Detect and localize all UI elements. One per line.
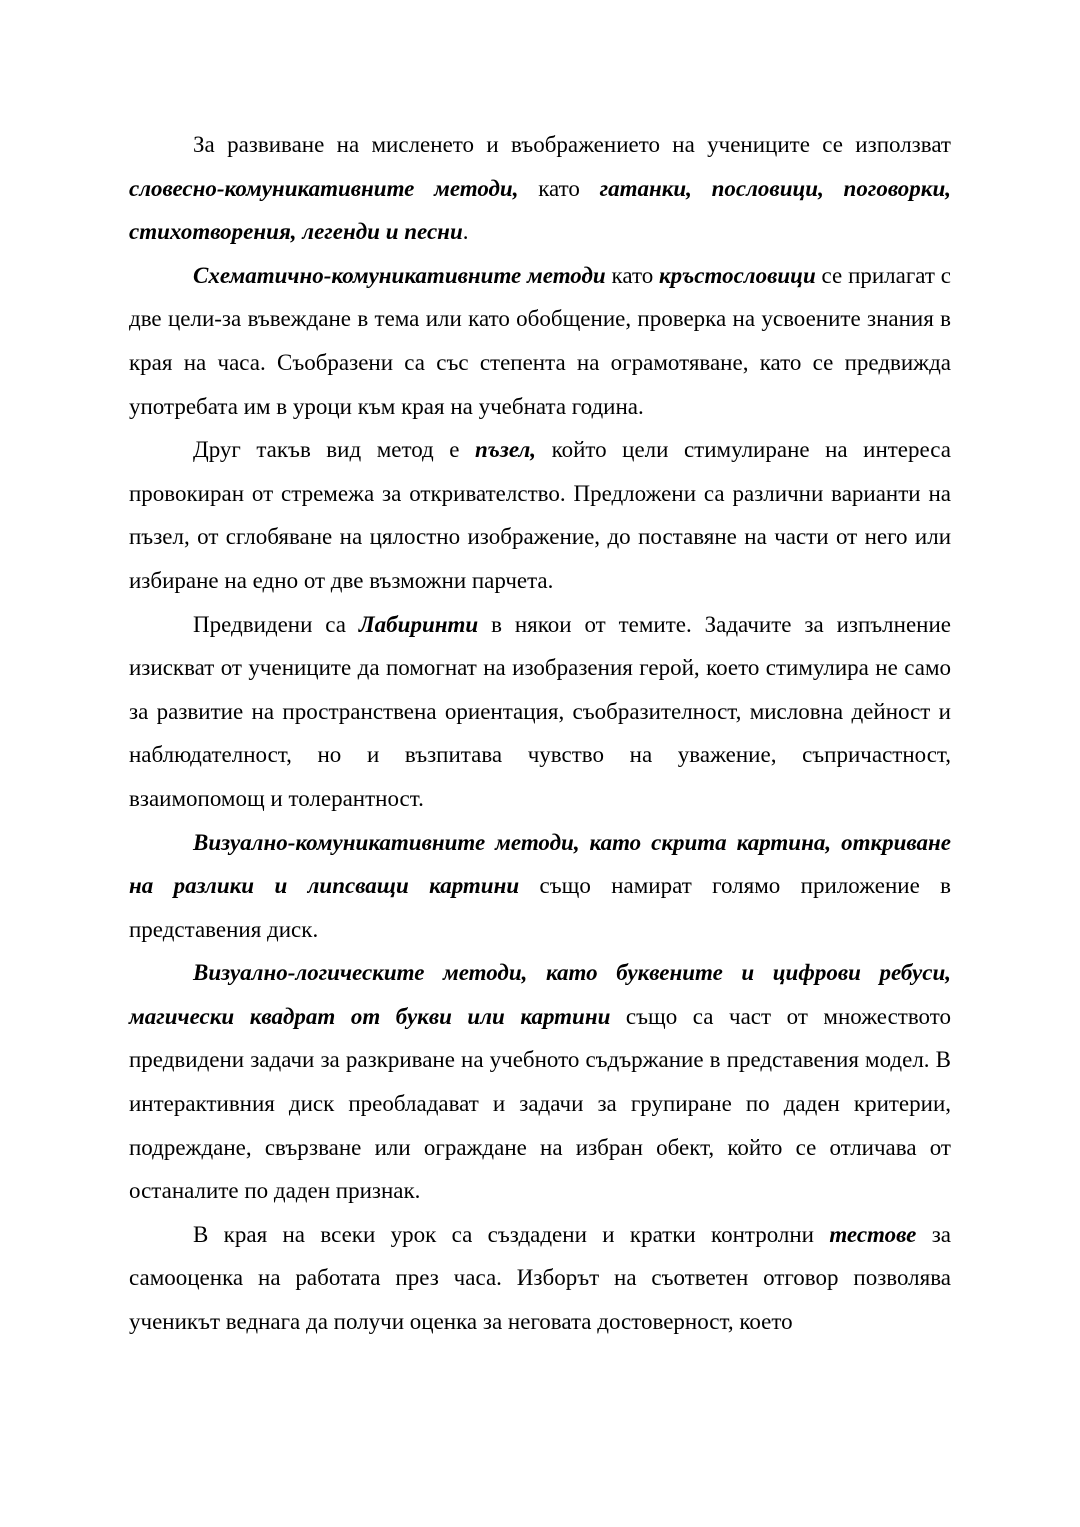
paragraph-verbal-methods (129, 123, 951, 254)
emphasis-run: гатанки, пословици, поговорки, стихотворения, легенди и песни (129, 175, 951, 245)
paragraph-puzzle (129, 428, 951, 602)
emphasis-run: словесно-комуникативните методи, (129, 175, 519, 201)
document-page (129, 123, 951, 1344)
paragraph-visual-logical (129, 951, 951, 1213)
emphasis-run: кръстословици (659, 262, 816, 288)
text-run: в някои от темите. Задачите за изпълнение изискват от учениците да помогнат на изобразения герой, което стимулира не само за развитие на пространствена ориентация, съобразителност, мисловна дейност и наблюдателност, но и възпитава чувство на уважение, съпричастност, взаимопомощ и толерантност. (129, 611, 951, 811)
text-run: също намират голямо приложение в представения диск. (129, 873, 952, 942)
text-run: . (462, 219, 469, 245)
text-run: като (518, 175, 600, 201)
text-run: също са част от множеството предвидени задачи за разкриване на учебното съдържание в представения модел. В интерактивния диск преобладават и задачи за групиране по даден критерии, подреждане, свързване или ограждане на избран обект, който се отличава от останалите по даден признак. (129, 1003, 951, 1204)
paragraph-visual-communicative (129, 821, 951, 952)
emphasis-run: Визуално-логическите методи, като буквените и цифрови ребуси, магически квадрат от букви или картини (129, 960, 951, 1029)
text-run: Друг такъв вид метод е (193, 437, 475, 463)
paragraph-tests (129, 1213, 951, 1344)
text-run: За развиване на мисленето и въображението на учениците се използват (193, 132, 951, 157)
emphasis-run: Визуално-комуникативните методи, като скрита картина, откриване на разлики и липсващи картини (129, 829, 951, 899)
text-run: се прилагат с две цели-за въвеждане в тема или като обобщение, проверка на усвоените знания в края на часа. Съобразени са със степента на ограмотяване, като се предвижда употребата им в уроци към края на учебната година. (129, 262, 951, 419)
text-run: Предвидени са (193, 611, 359, 637)
emphasis-run: пъзел, (474, 437, 537, 463)
text-run: като (605, 262, 660, 288)
text-run: за самооценка на работата през часа. Изборът на съответен отговор позволява ученикът веднага да получи оценка за неговата достоверност, което (129, 1221, 951, 1335)
paragraph-schematic-methods (129, 254, 951, 428)
emphasis-run: Схематично-комуникативните методи (193, 262, 606, 288)
emphasis-run: тестове (829, 1221, 917, 1247)
text-run: който цели стимулиране на интереса провокиран от стремежа за откривателство. Предложени са различни варианти на пъзел, от сглобяване на цялостно изображение, до поставяне на части от него или избиране на едно от две възможни парчета. (129, 437, 951, 593)
text-run: В края на всеки урок са създадени и кратки контролни (193, 1221, 830, 1247)
paragraph-labyrinths (129, 603, 951, 821)
emphasis-run: Лабиринти (358, 611, 479, 637)
